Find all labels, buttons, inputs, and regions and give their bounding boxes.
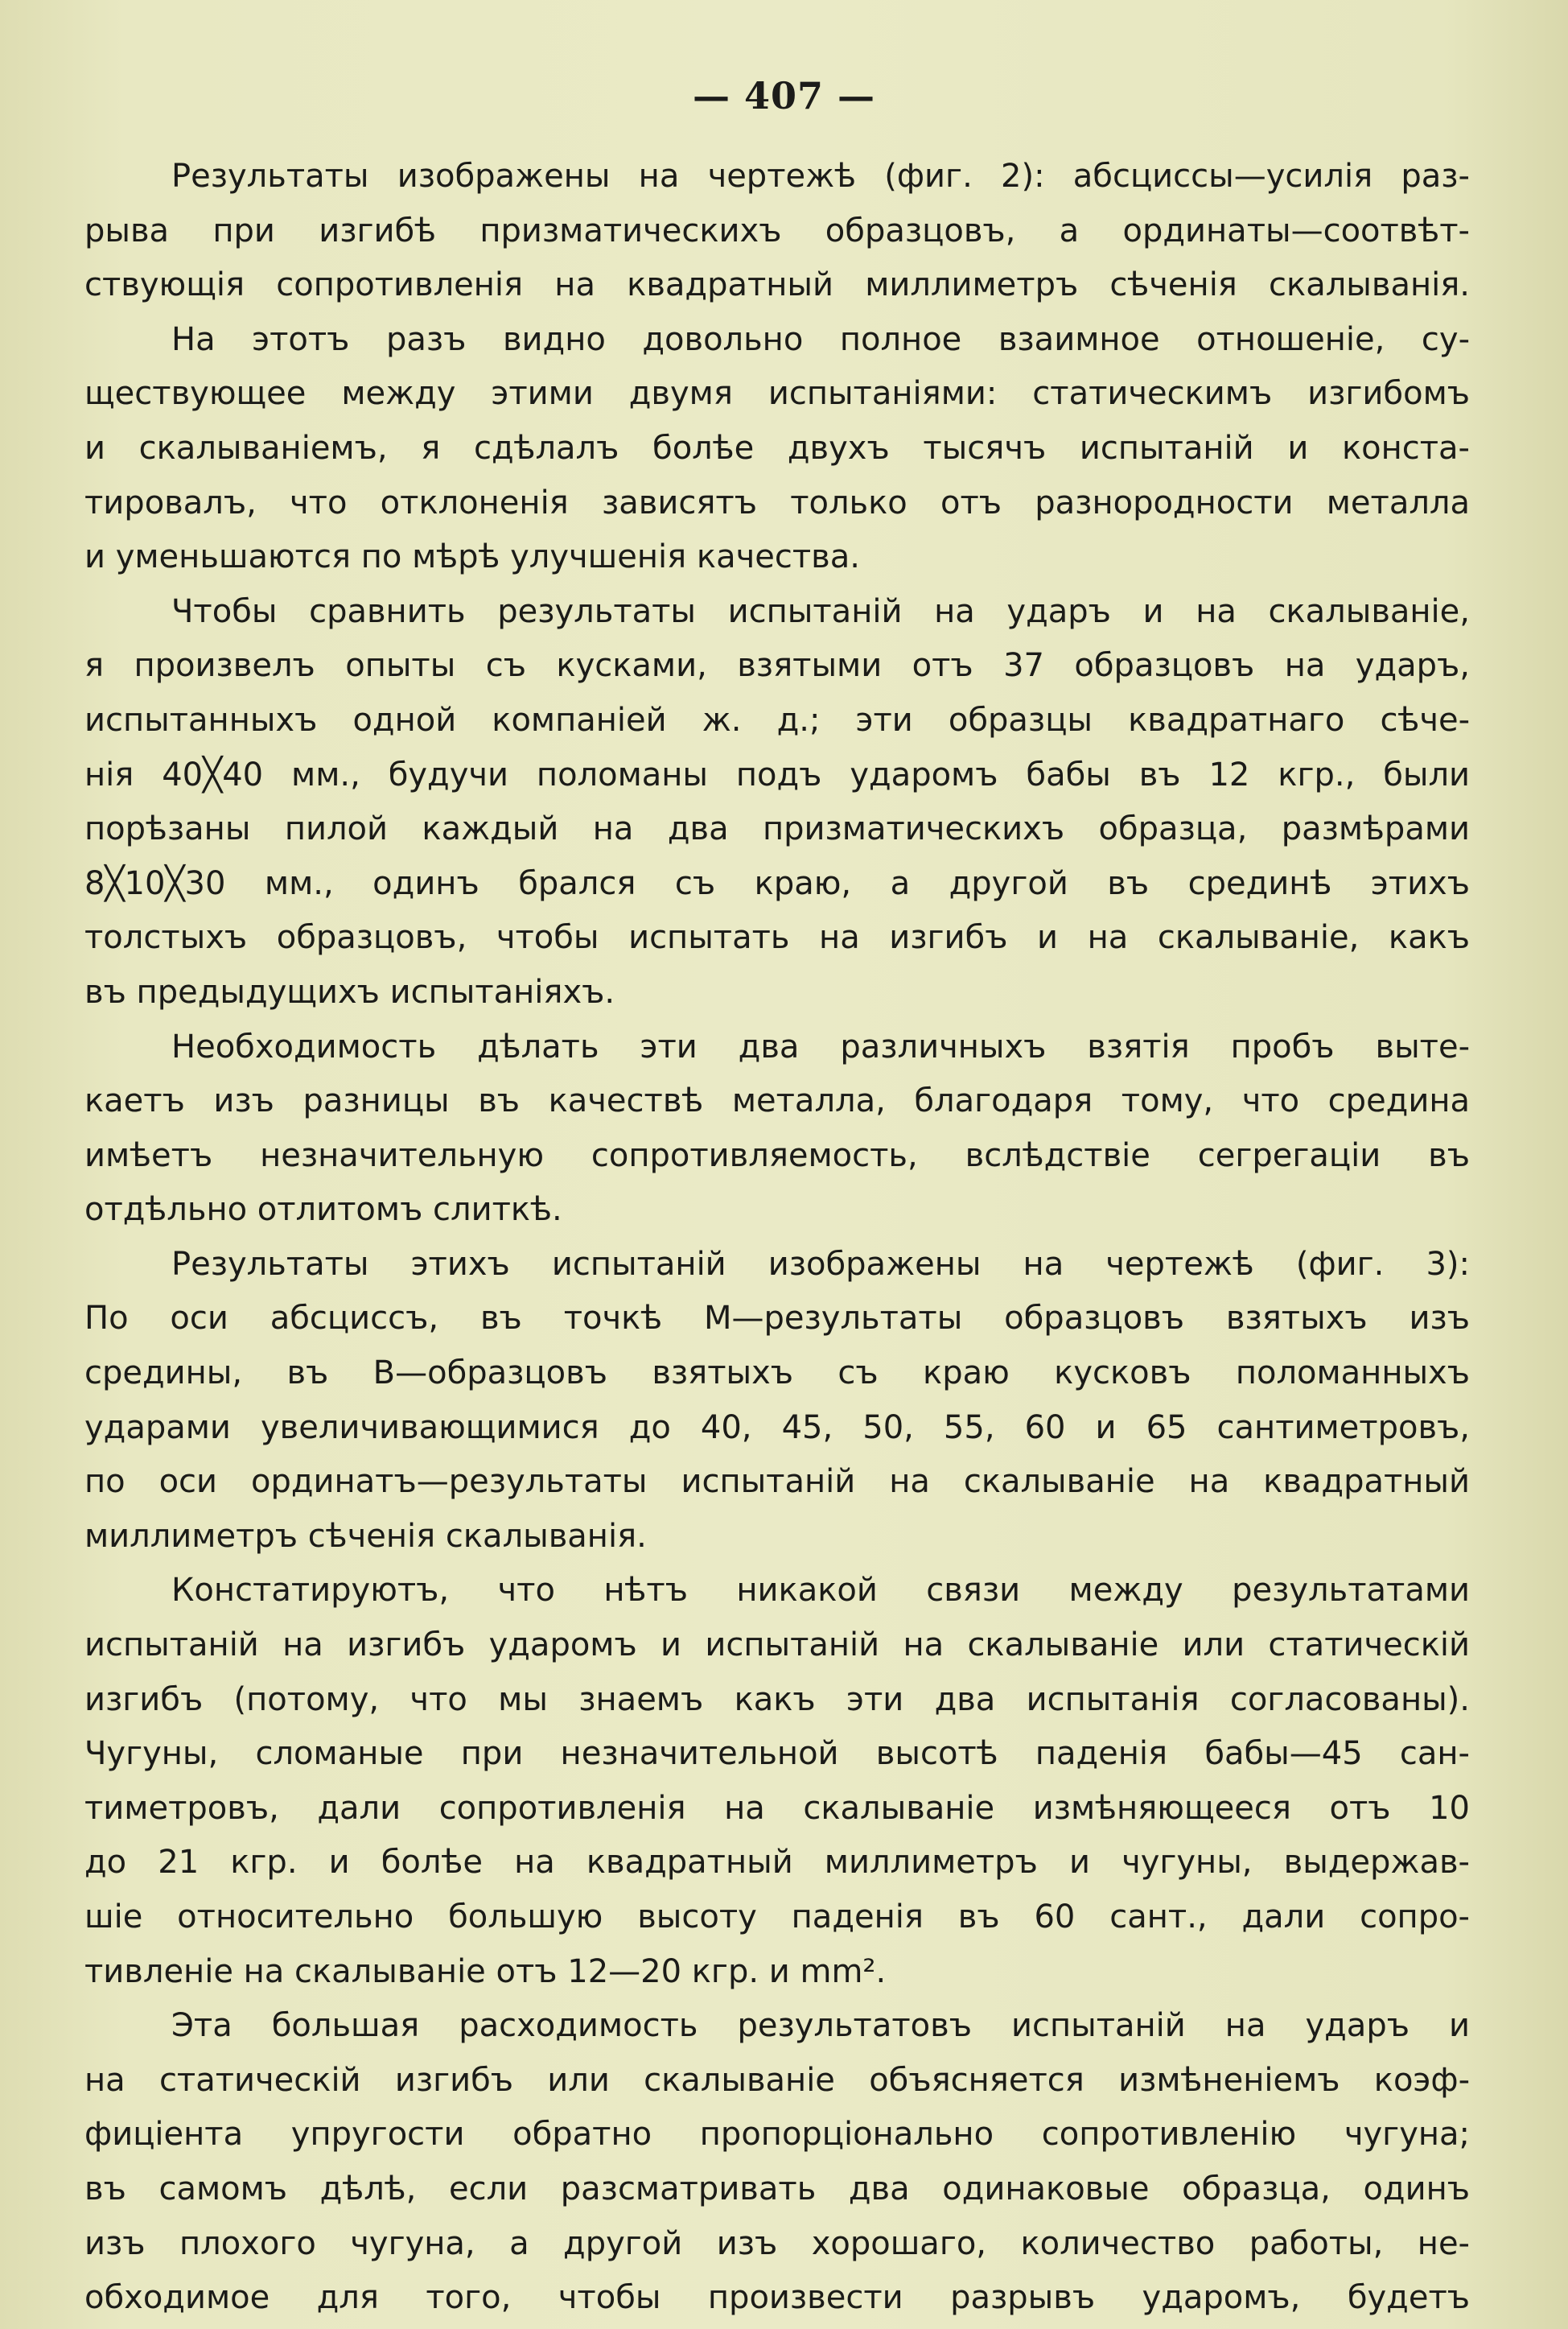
text-line: порѣзаны пилой каждый на два призматическихъ образца, размѣрами xyxy=(84,810,1470,848)
text-line: въ предыдущихъ испытаніяхъ. xyxy=(84,973,615,1011)
text-line: Чтобы сравнить результаты испытаній на ударъ и на скалываніе, xyxy=(171,592,1470,630)
paragraph xyxy=(84,585,1470,1020)
text-line: рыва при изгибѣ призматическихъ образцовъ, а ординаты—соотвѣт- xyxy=(84,212,1470,249)
text-line: миллиметръ сѣченія скалыванія. xyxy=(84,1517,647,1555)
text-line: тивленіе на скалываніе отъ 12—20 кгр. и mm². xyxy=(84,1952,887,1990)
text-line: ществующее между этими двумя испытаніями: статическимъ изгибомъ xyxy=(84,375,1470,413)
text-line: отдѣльно отлитомъ слиткѣ. xyxy=(84,1191,562,1229)
text-line: Эта большая расходимость результатовъ испытаній на ударъ и xyxy=(171,2007,1470,2045)
text-line: изъ плохого чугуна, а другой изъ хорошаго, количество работы, не- xyxy=(84,2224,1470,2262)
text-line: толстыхъ образцовъ, чтобы испытать на изгибъ и на скалываніе, какъ xyxy=(84,919,1470,957)
paragraph xyxy=(84,313,1470,585)
text-line: фиціента упругости обратно пропорціонально сопротивленію чугуна; xyxy=(84,2116,1470,2154)
text-line: испытанныхъ одной компаніей ж. д.; эти образцы квадратнаго сѣче- xyxy=(84,701,1470,739)
paragraph xyxy=(84,1020,1470,1238)
text-line: по оси ординатъ—результаты испытаній на скалываніе на квадратный xyxy=(84,1463,1470,1501)
text-line: Результаты изображены на чертежѣ (фиг. 2): абсциссы—усилія раз- xyxy=(171,158,1470,195)
text-line: до 21 кгр. и болѣе на квадратный миллиметръ и чугуны, выдержав- xyxy=(84,1844,1470,1882)
text-line: 8╳10╳30 мм., одинъ брался съ краю, а другой въ срединѣ этихъ xyxy=(84,864,1470,902)
paragraph xyxy=(84,1564,1470,1999)
text-line: ударами увеличивающимися до 40, 45, 50, 55, 60 и 65 сантиметровъ, xyxy=(84,1408,1470,1446)
text-line: испытаній на изгибъ ударомъ и испытаній на скалываніе или статическій xyxy=(84,1626,1470,1664)
text-line: и уменьшаются по мѣрѣ улучшенія качества. xyxy=(84,538,860,576)
paragraph xyxy=(84,1238,1470,1564)
text-line: каетъ изъ разницы въ качествѣ металла, благодаря тому, что средина xyxy=(84,1082,1470,1120)
text-line: средины, въ В—образцовъ взятыхъ съ краю кусковъ поломанныхъ xyxy=(84,1354,1470,1392)
text-line: и скалываніемъ, я сдѣлалъ болѣе двухъ тысячъ испытаній и конста- xyxy=(84,429,1470,467)
text-line: въ самомъ дѣлѣ, если разсматривать два одинаковые образца, одинъ xyxy=(84,2170,1470,2207)
text-line: я произвелъ опыты съ кусками, взятыми отъ 37 образцовъ на ударъ, xyxy=(84,647,1470,685)
text-line: шіе относительно большую высоту паденія въ 60 сант., дали сопро- xyxy=(84,1898,1470,1935)
text-line: Констатируютъ, что нѣтъ никакой связи между результатами xyxy=(171,1572,1470,1610)
paragraph xyxy=(84,150,1470,313)
text-line: По оси абсциссъ, въ точкѣ М—результаты образцовъ взятыхъ изъ xyxy=(84,1300,1470,1338)
text-line: изгибъ (потому, что мы знаемъ какъ эти два испытанія согласованы). xyxy=(84,1680,1470,1718)
page-number: — 407 — xyxy=(692,74,876,117)
text-line: ствующія сопротивленія на квадратный миллиметръ сѣченія скалыванія. xyxy=(84,266,1470,304)
text-line: На этотъ разъ видно довольно полное взаимное отношеніе, су- xyxy=(171,320,1470,358)
text-line: на статическій изгибъ или скалываніе объясняется измѣненіемъ коэф- xyxy=(84,2061,1470,2099)
body-text xyxy=(84,150,1470,2326)
text-line: Результаты этихъ испытаній изображены на чертежѣ (фиг. 3): xyxy=(171,1245,1470,1283)
text-line: обходимое для того, чтобы произвести разрывъ ударомъ, будетъ xyxy=(84,2279,1470,2317)
text-line: тировалъ, что отклоненія зависятъ только отъ разнородности металла xyxy=(84,484,1470,521)
text-line: Чугуны, сломаные при незначительной высотѣ паденія бабы—45 сан- xyxy=(84,1735,1470,1773)
text-line: Необходимость дѣлать эти два различныхъ взятія пробъ выте- xyxy=(171,1028,1470,1066)
paragraph xyxy=(84,1999,1470,2326)
text-line: имѣетъ незначительную сопротивляемость, вслѣдствіе сегрегаціи въ xyxy=(84,1136,1470,1174)
text-line: тиметровъ, дали сопротивленія на скалываніе измѣняющееся отъ 10 xyxy=(84,1789,1470,1827)
text-line: нія 40╳40 мм., будучи поломаны подъ ударомъ бабы въ 12 кгр., были xyxy=(84,756,1470,794)
